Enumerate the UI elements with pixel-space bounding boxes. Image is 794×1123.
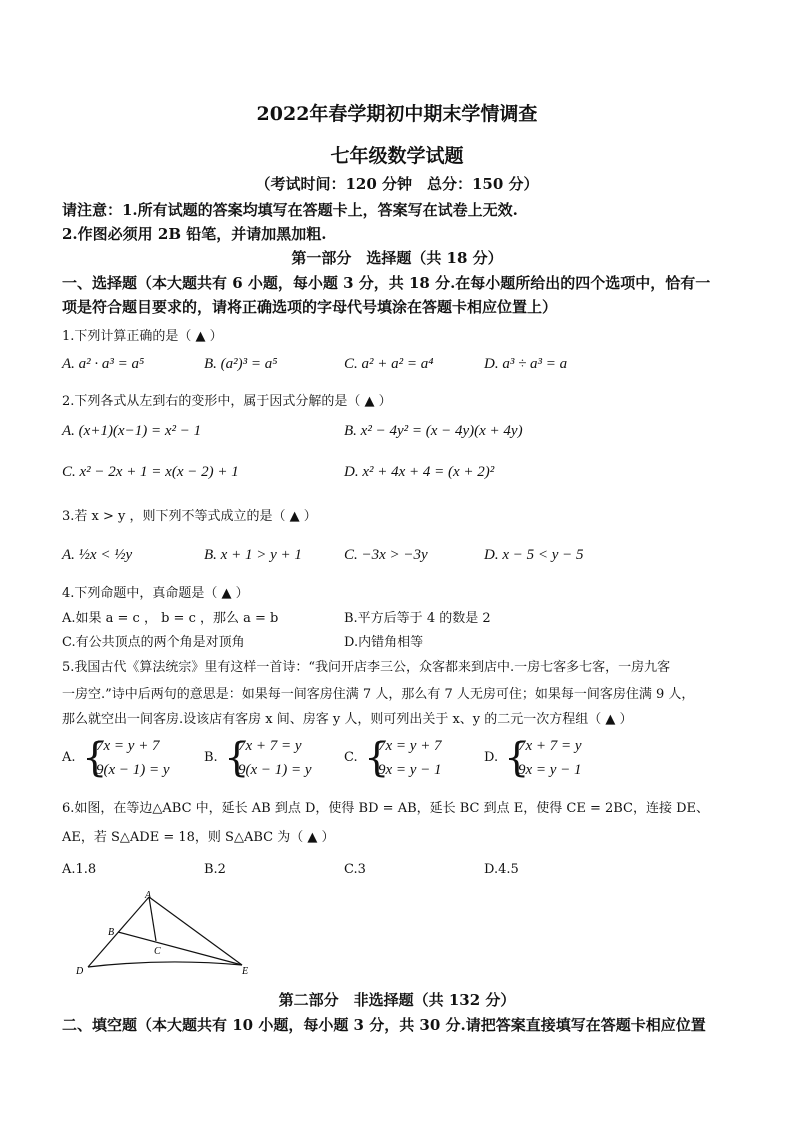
q2-option-c: C. x² − 2x + 1 = x(x − 2) + 1 — [62, 464, 239, 480]
exam-subtitle: 七年级数学试题 — [330, 145, 464, 167]
q3-stem: 3.若 x > y ，则下列不等式成立的是（ ▲ ） — [62, 509, 317, 524]
q4-option-c: C.有公共顶点的两个角是对顶角 — [62, 635, 245, 650]
q2-stem: 2.下列各式从左到右的变形中，属于因式分解的是（ ▲ ） — [62, 394, 392, 409]
q4-option-b: B.平方后等于 4 的数是 2 — [344, 611, 491, 626]
label-e: E — [242, 966, 249, 977]
q4-option-a: A.如果 a = c ， b = c ，那么 a = b — [62, 611, 279, 626]
part1-instruction-line-2: 项是符合题目要求的，请将正确选项的字母代号填涂在答题卡相应位置上） — [62, 298, 558, 316]
q5-stem-line-3: 那么就空出一间客房.设该店有客房 x 间、房客 y 人，则可列出关于 x、y 的二元一次方程组（ ▲ ） — [62, 712, 633, 727]
q2-option-b: B. x² − 4y² = (x − 4y)(x + 4y) — [344, 423, 523, 439]
q6-option-b: B.2 — [204, 862, 226, 877]
q6-option-d: D.4.5 — [484, 862, 519, 877]
part2-heading: 第二部分 非选择题（共 132 分） — [278, 991, 516, 1009]
q6-option-c: C.3 — [344, 862, 366, 877]
label-a: A — [145, 890, 152, 901]
q4-option-d: D.内错角相等 — [344, 635, 424, 650]
q5-stem-line-2: 一房空.”诗中后两句的意思是：如果每一间客房住满 7 人，那么有 7 人无房可住；如果每一间客房住满 9 人， — [62, 687, 695, 702]
exam-title: 2022年春学期初中期末学情调查 — [256, 103, 538, 125]
q3-option-d: D. x − 5 < y − 5 — [484, 547, 584, 563]
exam-meta: （考试时间：120 分钟 总分：150 分） — [255, 175, 539, 193]
line-ac — [149, 897, 156, 941]
label-b: B — [108, 927, 115, 938]
q1-option-d: D. a³ ÷ a³ = a — [484, 356, 568, 372]
q6-stem-line-1: 6.如图，在等边△ABC 中，延长 AB 到点 D，使得 BD = AB，延长 BC 到点 E，使得 CE = 2BC，连接 DE、 — [62, 801, 710, 816]
q6-stem-line-2: AE，若 S△ADE = 18，则 S△ABC 为（ ▲ ） — [62, 830, 335, 845]
notice-line-2: 2.作图必须用 2B 铅笔，并请加黑加粗. — [62, 225, 327, 243]
q6-option-a: A.1.8 — [62, 862, 97, 877]
part1-heading: 第一部分 选择题（共 18 分） — [291, 249, 503, 267]
part1-instruction-line-1: 一、选择题（本大题共有 6 小题，每小题 3 分，共 18 分.在每小题所给出的四个选项中，恰有一 — [62, 274, 711, 292]
part2-instruction-line-1: 二、填空题（本大题共有 10 小题，每小题 3 分，共 30 分.请把答案直接填写在答题卡相应位置 — [62, 1016, 706, 1034]
label-d: D — [76, 966, 84, 977]
notice-line-1: 请注意：1.所有试题的答案均填写在答题卡上，答案写在试卷上无效. — [62, 201, 518, 219]
q1-stem: 1.下列计算正确的是（ ▲ ） — [62, 329, 223, 344]
q4-stem: 4.下列命题中，真命题是（ ▲ ） — [62, 586, 249, 601]
q1-option-b: B. (a²)³ = a⁵ — [204, 356, 278, 372]
curve-de — [88, 962, 242, 967]
q3-option-b: B. x + 1 > y + 1 — [204, 547, 302, 563]
line-be — [118, 932, 242, 965]
q2-option-a: A. (x+1)(x−1) = x² − 1 — [62, 423, 202, 439]
label-c: C — [154, 946, 161, 957]
q5-stem-line-1: 5.我国古代《算法统宗》里有这样一首诗：“我问开店李三公，众客都来到店中.一房七客多七客，一房九客 — [62, 660, 671, 675]
q1-option-a: A. a² · a³ = a⁵ — [62, 356, 145, 372]
line-ae — [149, 897, 242, 965]
q3-option-a: A. ½x < ½y — [62, 547, 133, 563]
triangle-figure — [70, 888, 260, 980]
q2-option-d: D. x² + 4x + 4 = (x + 2)² — [344, 464, 495, 480]
q3-option-c: C. −3x > −3y — [344, 547, 428, 563]
q1-option-c: C. a² + a² = a⁴ — [344, 356, 434, 372]
